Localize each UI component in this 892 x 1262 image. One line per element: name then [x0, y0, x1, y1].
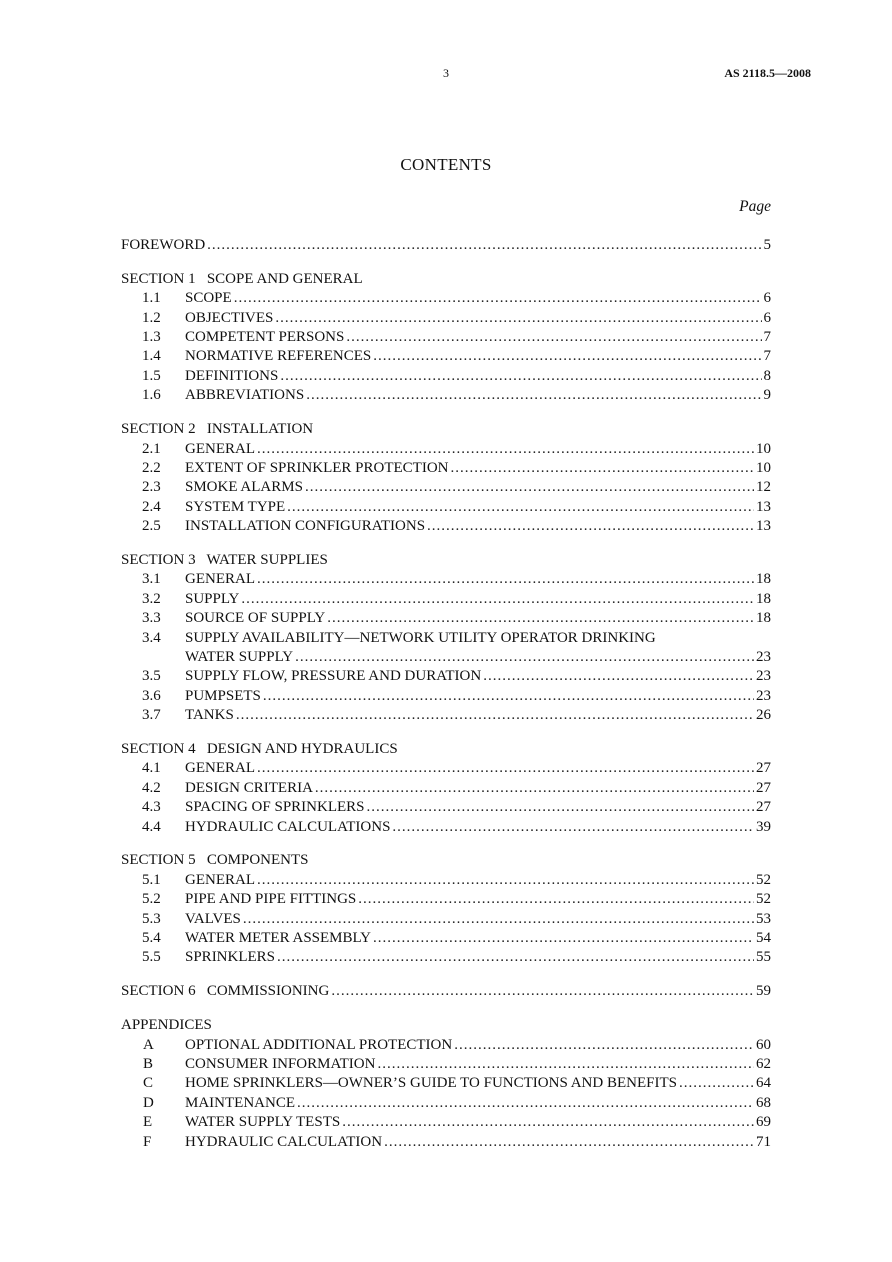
toc-group — [121, 740, 771, 837]
page-column-label: Page — [739, 198, 771, 215]
dot-leader — [450, 459, 754, 478]
dot-leader — [384, 1133, 754, 1152]
toc-entry-title: INSTALLATION CONFIGURATIONS — [185, 518, 426, 535]
toc-entry-page: 71 — [756, 1133, 771, 1150]
toc-entry-number: 5.3 — [142, 910, 161, 927]
toc-entry-number: 3.6 — [142, 687, 161, 704]
toc-entry[interactable] — [121, 1113, 771, 1132]
toc-entry-page: 7 — [763, 329, 771, 346]
dot-leader — [275, 309, 761, 328]
toc-entry-page: 39 — [756, 818, 771, 835]
toc-entry-page: 9 — [763, 387, 771, 404]
toc-entry-number: 3.7 — [142, 707, 161, 724]
toc-entry-page: 55 — [756, 949, 771, 966]
toc-group — [121, 851, 771, 967]
toc-entry[interactable] — [121, 798, 771, 817]
toc-entry[interactable] — [121, 982, 771, 1001]
toc-entry[interactable] — [121, 1036, 771, 1055]
toc-entry[interactable] — [121, 871, 771, 890]
dot-leader — [331, 982, 754, 1001]
toc-entry[interactable] — [121, 367, 771, 386]
toc-entry-title: EXTENT OF SPRINKLER PROTECTION — [185, 459, 449, 476]
toc-entry[interactable] — [121, 948, 771, 967]
dot-leader — [257, 759, 754, 778]
toc-entry[interactable] — [121, 818, 771, 837]
dot-leader — [277, 948, 754, 967]
toc-entry-title: DEFINITIONS — [185, 367, 279, 384]
toc-entry-title: GENERAL — [185, 571, 255, 588]
toc-entry-title: WATER METER ASSEMBLY — [185, 929, 372, 946]
toc-entry-page: 12 — [756, 479, 771, 496]
toc-entry-title: HYDRAULIC CALCULATIONS — [185, 818, 391, 835]
toc-entry-title: CONSUMER INFORMATION — [185, 1055, 376, 1072]
table-of-contents — [121, 236, 771, 1166]
toc-entry-page: 62 — [756, 1055, 771, 1072]
toc-entry-title: SPACING OF SPRINKLERS — [185, 799, 365, 816]
toc-entry-page: 52 — [756, 871, 771, 888]
toc-section-heading: SECTION 4 DESIGN AND HYDRAULICS — [121, 740, 398, 757]
toc-entry[interactable] — [121, 629, 771, 668]
toc-entry-page: 10 — [756, 440, 771, 457]
dot-leader — [263, 687, 754, 706]
dot-leader — [297, 1094, 754, 1113]
toc-entry-number: 1.6 — [142, 387, 161, 404]
toc-entry-number: 2.5 — [142, 518, 161, 535]
toc-entry-title: GENERAL — [185, 871, 255, 888]
toc-entry-page: 18 — [756, 610, 771, 627]
toc-entry-number: 2.2 — [142, 459, 161, 476]
toc-entry-page: 26 — [756, 707, 771, 724]
dot-leader — [392, 818, 754, 837]
toc-entry-title: SUPPLY FLOW, PRESSURE AND DURATION — [185, 668, 482, 685]
toc-entry-number: 2.3 — [142, 479, 161, 496]
toc-entry[interactable] — [121, 478, 771, 497]
dot-leader — [287, 498, 754, 517]
toc-entry-page: 27 — [756, 779, 771, 796]
toc-entry-title: OPTIONAL ADDITIONAL PROTECTION — [185, 1036, 453, 1053]
toc-entry-number: 1.1 — [142, 290, 161, 307]
dot-leader — [257, 440, 754, 459]
dot-leader — [207, 236, 761, 255]
toc-entry[interactable] — [121, 687, 771, 706]
dot-leader — [373, 929, 754, 948]
dot-leader — [280, 367, 761, 386]
toc-entry[interactable] — [121, 289, 771, 308]
toc-entry[interactable] — [121, 1094, 771, 1113]
toc-group — [121, 270, 771, 406]
toc-entry-number: B — [143, 1055, 154, 1072]
toc-entry-title: PIPE AND PIPE FITTINGS — [185, 891, 357, 908]
toc-entry-page: 18 — [756, 571, 771, 588]
dot-leader — [373, 347, 761, 366]
dot-leader — [327, 609, 754, 628]
dot-leader — [427, 517, 754, 536]
toc-entry-number: 4.3 — [142, 799, 161, 816]
toc-entry-title: GENERAL — [185, 760, 255, 777]
toc-entry-page: 60 — [756, 1036, 771, 1053]
dot-leader — [257, 871, 754, 890]
toc-entry-title: TANKS — [185, 707, 234, 724]
toc-entry-page: 10 — [756, 459, 771, 476]
dot-leader — [257, 570, 754, 589]
toc-entry-page: 18 — [756, 590, 771, 607]
toc-entry-page: 64 — [756, 1075, 771, 1092]
toc-group — [121, 551, 771, 726]
toc-entry-number: 1.2 — [142, 309, 161, 326]
dot-leader — [305, 478, 754, 497]
toc-entry-number: 4.1 — [142, 760, 161, 777]
toc-entry[interactable] — [121, 929, 771, 948]
toc-section-heading: SECTION 5 COMPONENTS — [121, 852, 309, 869]
toc-entry[interactable] — [121, 570, 771, 589]
toc-entry-page: 54 — [756, 929, 771, 946]
toc-entry-number: 3.3 — [142, 610, 161, 627]
toc-entry[interactable] — [121, 1055, 771, 1074]
dot-leader — [454, 1036, 754, 1055]
toc-entry-number: 4.2 — [142, 779, 161, 796]
dot-leader — [241, 590, 754, 609]
toc-entry[interactable] — [121, 498, 771, 517]
toc-entry-title: ABBREVIATIONS — [185, 387, 305, 404]
toc-entry-page: 52 — [756, 891, 771, 908]
toc-entry-page: 23 — [756, 668, 771, 685]
toc-entry-title: DESIGN CRITERIA — [185, 779, 313, 796]
toc-section-heading: SECTION 1 SCOPE AND GENERAL — [121, 270, 363, 287]
toc-entry[interactable] — [121, 459, 771, 478]
toc-entry[interactable] — [121, 1074, 771, 1093]
toc-entry[interactable] — [121, 890, 771, 909]
dot-leader — [236, 706, 754, 725]
document-identifier: AS 2118.5—2008 — [724, 66, 811, 80]
toc-entry-number: 3.4 — [142, 629, 161, 646]
dot-leader — [679, 1074, 754, 1093]
toc-entry-number: 3.2 — [142, 590, 161, 607]
toc-entry-page: 27 — [756, 760, 771, 777]
toc-entry[interactable] — [121, 386, 771, 405]
toc-entry[interactable] — [121, 779, 771, 798]
page-number: 3 — [443, 66, 449, 80]
dot-leader — [243, 910, 754, 929]
dot-leader — [483, 667, 754, 686]
toc-entry-title: PUMPSETS — [185, 687, 261, 704]
toc-entry-title: WATER SUPPLY TESTS — [185, 1114, 341, 1131]
toc-entry[interactable] — [121, 236, 771, 255]
toc-entry[interactable] — [121, 910, 771, 929]
toc-entry[interactable] — [121, 609, 771, 628]
dot-leader — [346, 328, 761, 347]
toc-entry-page: 13 — [756, 518, 771, 535]
toc-entry-page: 69 — [756, 1114, 771, 1131]
toc-entry-title: HYDRAULIC CALCULATION — [185, 1133, 383, 1150]
toc-entry-number: 2.1 — [142, 440, 161, 457]
toc-entry-title: SECTION 6 COMMISSIONING — [121, 983, 330, 1000]
toc-entry-title: SCOPE — [185, 290, 232, 307]
toc-entry-number: 1.4 — [142, 348, 161, 365]
dot-leader — [342, 1113, 754, 1132]
toc-entry-page: 27 — [756, 799, 771, 816]
toc-entry-number: 5.4 — [142, 929, 161, 946]
toc-entry[interactable] — [121, 328, 771, 347]
dot-leader — [377, 1055, 754, 1074]
toc-entry-page: 6 — [763, 290, 771, 307]
toc-entry-number: 1.5 — [142, 367, 161, 384]
toc-entry-page: 53 — [756, 910, 771, 927]
toc-entry-number: 5.1 — [142, 871, 161, 888]
toc-group — [121, 1016, 771, 1152]
toc-entry-number: 4.4 — [142, 818, 161, 835]
toc-entry-title: FOREWORD — [121, 236, 206, 253]
toc-entry-page: 23 — [756, 687, 771, 704]
toc-group — [121, 420, 771, 536]
contents-title: CONTENTS — [400, 155, 492, 174]
toc-section-heading: SECTION 3 WATER SUPPLIES — [121, 551, 328, 568]
toc-section-heading: SECTION 2 INSTALLATION — [121, 421, 314, 438]
toc-entry-number: 5.2 — [142, 891, 161, 908]
toc-entry[interactable] — [121, 1133, 771, 1152]
toc-entry-page: 59 — [756, 983, 771, 1000]
toc-entry-title: NORMATIVE REFERENCES — [185, 348, 372, 365]
toc-entry-title: SMOKE ALARMS — [185, 479, 303, 496]
toc-entry-number: 3.5 — [142, 668, 161, 685]
dot-leader — [234, 289, 762, 308]
toc-entry[interactable] — [121, 517, 771, 536]
toc-entry[interactable] — [121, 309, 771, 328]
toc-entry-page: 7 — [763, 348, 771, 365]
toc-entry-page: 6 — [763, 309, 771, 326]
toc-entry-number: 1.3 — [142, 329, 161, 346]
toc-entry-number: 3.1 — [142, 571, 161, 588]
toc-entry-number: C — [143, 1075, 154, 1092]
toc-entry-title: SOURCE OF SUPPLY — [185, 610, 326, 627]
toc-entry-number: F — [143, 1133, 152, 1150]
toc-entry-number: A — [143, 1036, 154, 1053]
toc-entry-title: SUPPLY AVAILABILITY—NETWORK UTILITY OPERATOR DRINKING — [185, 629, 656, 646]
dot-leader — [315, 779, 754, 798]
toc-entry-title: SYSTEM TYPE — [185, 498, 286, 515]
toc-entry-title: OBJECTIVES — [185, 309, 274, 326]
toc-entry-page: 68 — [756, 1094, 771, 1111]
toc-group — [121, 982, 771, 1001]
toc-group — [121, 236, 771, 255]
dot-leader — [295, 648, 754, 667]
toc-entry-title: HOME SPRINKLERS—OWNER’S GUIDE TO FUNCTIONS AND BENEFITS — [185, 1075, 677, 1092]
toc-entry-page: 13 — [756, 498, 771, 515]
toc-entry[interactable] — [121, 667, 771, 686]
toc-entry-title: SUPPLY — [185, 590, 240, 607]
toc-entry-number: 2.4 — [142, 498, 161, 515]
dot-leader — [358, 890, 754, 909]
toc-entry-page: 23 — [756, 648, 771, 665]
toc-entry-title: WATER SUPPLY — [185, 648, 294, 665]
toc-entry-number: D — [143, 1094, 154, 1111]
toc-entry-title: VALVES — [185, 910, 241, 927]
dot-leader — [367, 798, 754, 817]
toc-entry-page: 8 — [763, 367, 771, 384]
toc-entry-number: E — [143, 1114, 153, 1131]
toc-entry[interactable] — [121, 706, 771, 725]
toc-entry-title: MAINTENANCE — [185, 1094, 295, 1111]
toc-section-heading: APPENDICES — [121, 1017, 212, 1034]
dot-leader — [306, 386, 761, 405]
toc-entry[interactable] — [121, 347, 771, 366]
toc-entry-page: 5 — [763, 236, 771, 253]
toc-entry-number: 5.5 — [142, 949, 161, 966]
toc-entry[interactable] — [121, 759, 771, 778]
toc-entry[interactable] — [121, 590, 771, 609]
toc-entry[interactable] — [121, 440, 771, 459]
toc-entry-title: SPRINKLERS — [185, 949, 276, 966]
toc-entry-title: GENERAL — [185, 440, 255, 457]
toc-entry-title: COMPETENT PERSONS — [185, 329, 345, 346]
